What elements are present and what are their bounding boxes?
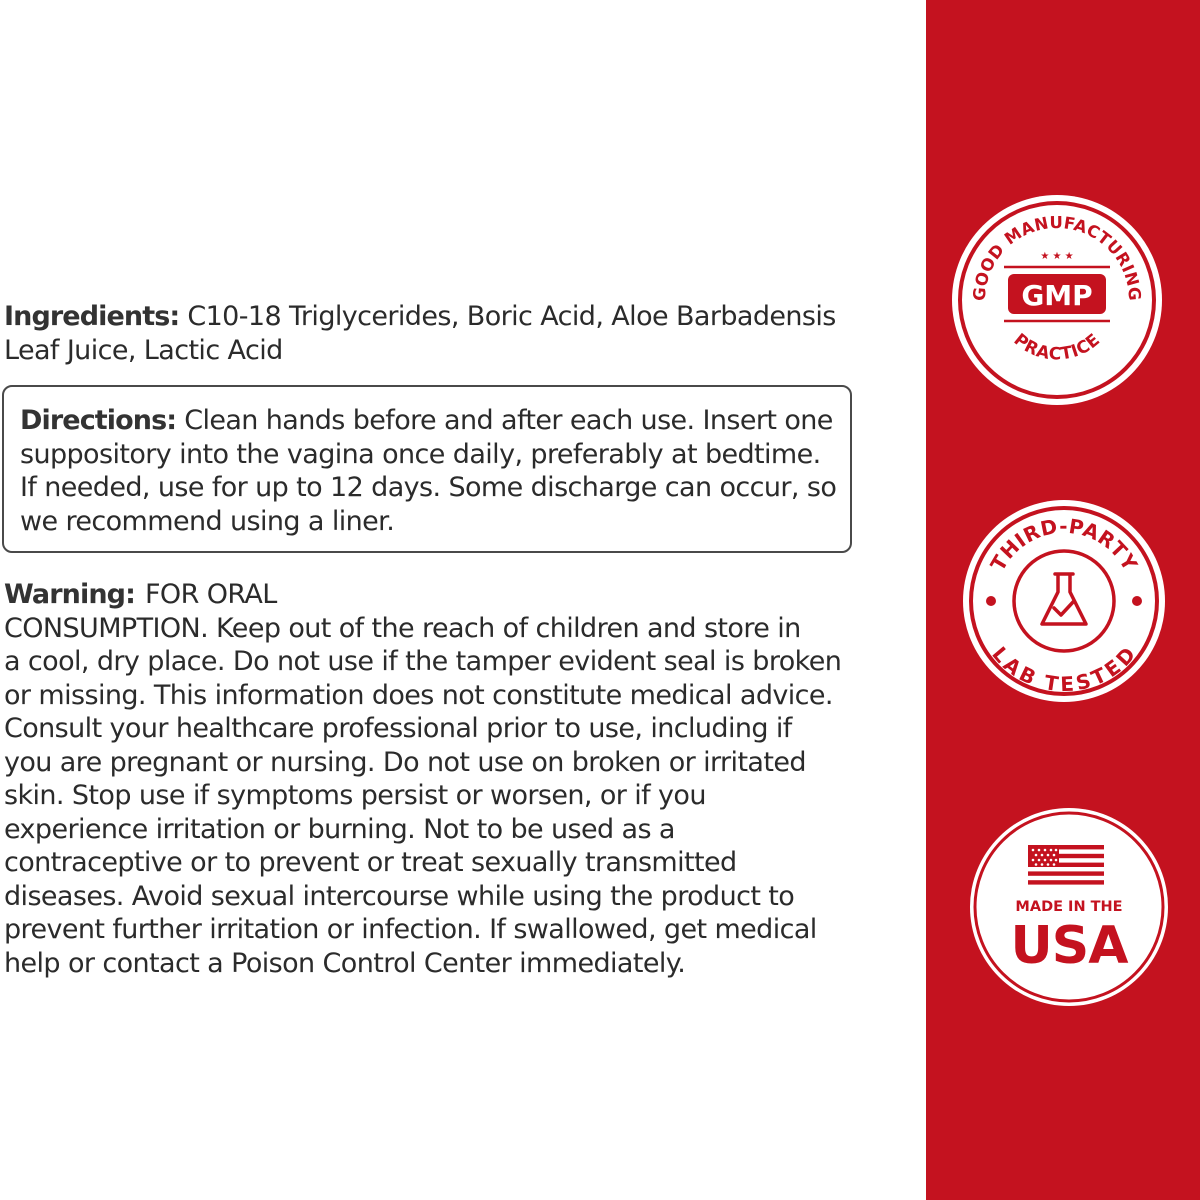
lab-tested-seal-icon	[963, 500, 1165, 702]
directions-line-2: suppository into the vagina once daily, preferably at bedtime.	[20, 438, 821, 470]
warning-section	[4, 578, 864, 980]
warning-label: Warning:	[4, 579, 135, 610]
gmp-badge	[952, 195, 1162, 405]
usa-line1-text: MADE IN THE	[1015, 899, 1123, 915]
gmp-top-arc-text: GOOD MANUFACTURING	[969, 212, 1145, 302]
warning-text: FOR ORAL	[144, 579, 277, 610]
directions-box	[2, 385, 852, 553]
warning-line-9: contraceptive or to prevent or treat sexually transmitted	[4, 847, 737, 878]
lab-bottom-arc-text: LAB TESTED	[987, 641, 1141, 697]
ingredients-text: C10-18 Triglycerides, Boric Acid, Aloe Barbadensis	[187, 301, 836, 332]
warning-line-5: Consult your healthcare professional prior to use, including if	[4, 713, 792, 744]
warning-line-11: prevent further irritation or infection. If swallowed, get medical	[4, 914, 817, 945]
warning-line-8: experience irritation or burning. Not to be used as a	[4, 813, 675, 845]
usa-line2-text: USA	[1010, 916, 1128, 976]
warning-line-10: diseases. Avoid sexual intercourse while using the product to	[4, 880, 795, 912]
gmp-center-text: GMP	[1021, 279, 1093, 312]
flask-check-icon	[1042, 574, 1086, 624]
directions-line-4: we recommend using a liner.	[20, 505, 395, 537]
warning-line-3: a cool, dry place. Do not use if the tamper evident seal is broken	[4, 646, 842, 677]
svg-text:PRACTICE	[1010, 330, 1104, 365]
warning-line-12: help or contact a Poison Control Center immediately.	[4, 947, 686, 979]
warning-line-6: you are pregnant or nursing. Do not use on broken or irritated	[4, 746, 806, 778]
warning-line-7: skin. Stop use if symptoms persist or worsen, or if you	[4, 780, 706, 811]
ingredients-line-2: Leaf Juice, Lactic Acid	[4, 334, 283, 366]
directions-line-1	[20, 404, 834, 438]
warning-line-4: or missing. This information does not constitute medical advice.	[4, 679, 833, 711]
directions-line-3: If needed, use for up to 12 days. Some discharge can occur, so	[20, 472, 837, 503]
ingredients-section	[4, 300, 854, 367]
warning-line-2: CONSUMPTION. Keep out of the reach of children and store in	[4, 612, 801, 644]
third-party-lab-tested-badge	[963, 500, 1165, 702]
made-in-usa-badge	[970, 808, 1168, 1006]
ingredients-line-1	[4, 300, 854, 334]
directions-text: Clean hands before and after each use. Insert one	[184, 405, 833, 436]
svg-text:THIRD-PARTY	[985, 514, 1142, 575]
ingredients-label: Ingredients:	[4, 301, 180, 332]
gmp-stars: ★ ★ ★	[1040, 251, 1074, 262]
us-flag-icon	[1028, 845, 1104, 889]
made-in-usa-seal-icon	[970, 808, 1168, 1006]
warning-line-1	[4, 578, 864, 612]
lab-top-arc-text: THIRD-PARTY	[985, 513, 1143, 576]
gmp-seal-icon	[952, 195, 1162, 405]
directions-label: Directions:	[20, 405, 177, 436]
gmp-bottom-arc-text: PRACTICE	[1009, 329, 1105, 365]
